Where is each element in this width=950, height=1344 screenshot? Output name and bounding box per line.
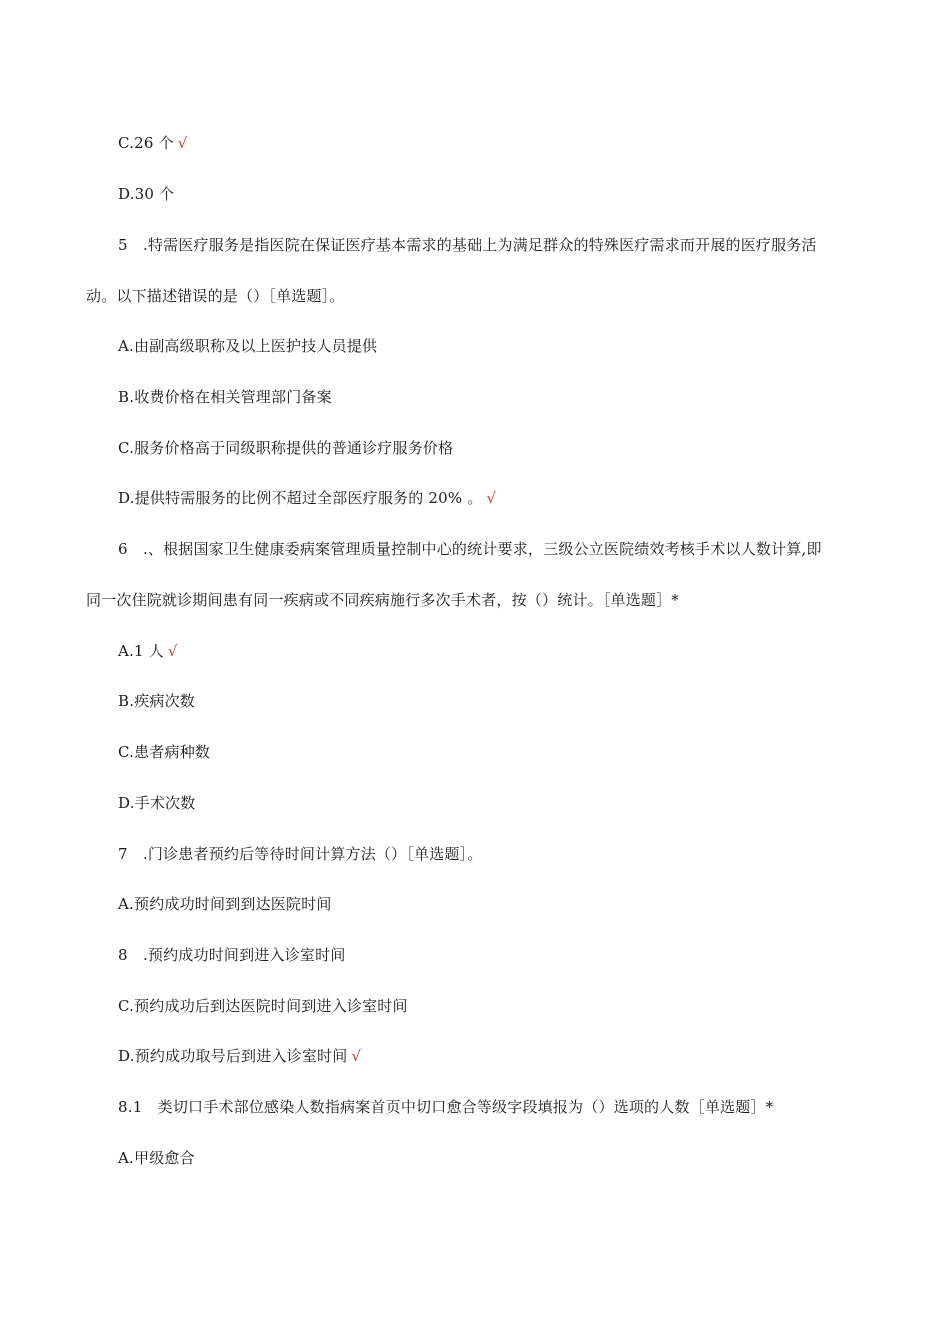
q7-option-d-text: D.预约成功取号后到进入诊室时间 [118,1047,348,1065]
q7-option-a: A.预约成功时间到到达医院时间 [118,895,332,913]
q7-stem-line1: 7 .门诊患者预约后等待时间计算方法（）［单选题］。 [118,845,483,863]
q4-option-d: D.30 个 [118,185,175,203]
q4-option-c-text: C.26 个 [118,134,174,152]
q5-stem-line1: 5 .特需医疗服务是指医院在保证医疗基本需求的基础上为满足群众的特殊医疗需求而开展的医疗服务活 [118,236,817,254]
q6-option-a [118,641,178,661]
q6-option-c: C.患者病种数 [118,743,211,761]
q7-option-c: C.预约成功后到达医院时间到进入诊室时间 [118,997,408,1015]
q7-option-b: 8 .预约成功时间到进入诊室时间 [118,946,346,964]
q6-option-a-check-icon: √ [167,642,178,660]
q6-option-a-text: A.1 人 [118,642,164,660]
q8-option-a: A.甲级愈合 [118,1149,195,1167]
q6-option-d: D.手术次数 [118,794,196,812]
q8-stem-line1: 8.1 类切口手术部位感染人数指病案首页中切口愈合等级字段填报为（）选项的人数［单选题］* [118,1098,774,1116]
q4-option-c [118,133,188,153]
q6-stem-line1: 6 .、根据国家卫生健康委病案管理质量控制中心的统计要求，三级公立医院绩效考核手术以人数计算,即 [118,540,822,558]
q5-option-d-check-icon: √ [486,489,497,507]
q5-option-a: A.由副高级职称及以上医护技人员提供 [118,337,378,355]
q7-option-d-check-icon: √ [351,1047,362,1065]
q6-option-b: B.疾病次数 [118,692,195,710]
q7-option-d [118,1046,361,1066]
q5-option-b: B.收费价格在相关管理部门备案 [118,388,332,406]
q5-option-d [118,488,496,508]
q5-option-c: C.服务价格高于同级职称提供的普通诊疗服务价格 [118,439,454,457]
q6-stem-line2: 同一次住院就诊期间患有同一疾病或不同疾病施行多次手术者，按（）统计。［单选题］* [86,591,680,609]
q5-stem-line2: 动。以下描述错误的是（）［单选题］。 [86,287,345,305]
q5-option-d-text: D.提供特需服务的比例不超过全部医疗服务的 20% 。 [118,489,483,507]
q4-option-c-check-icon: √ [177,134,188,152]
